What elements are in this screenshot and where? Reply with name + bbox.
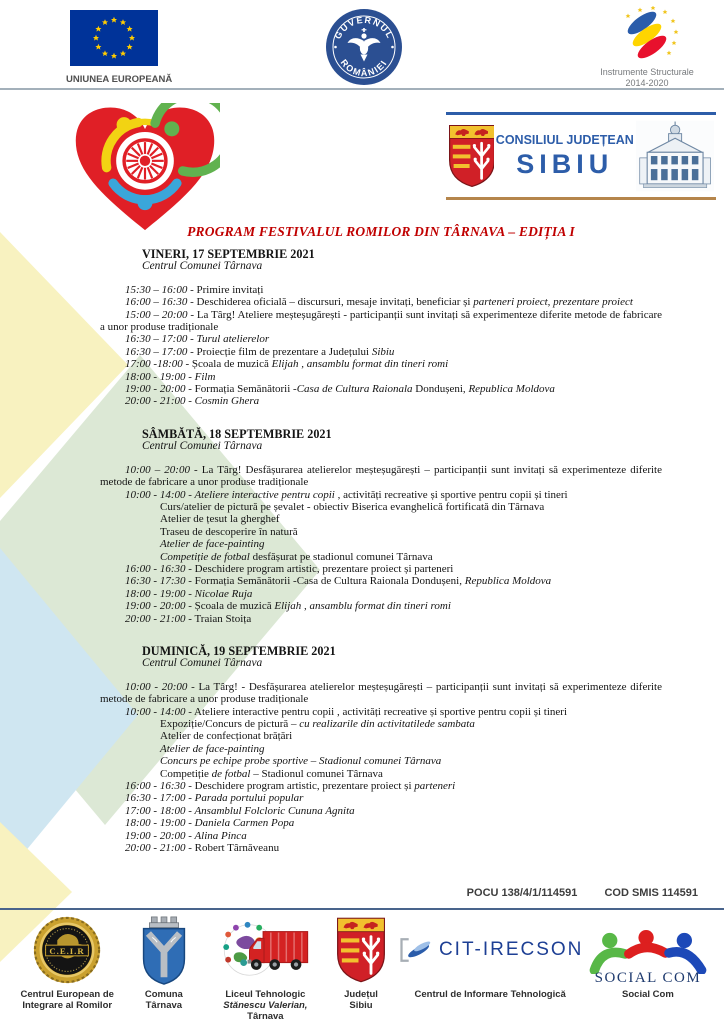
schedule-text: Competiție (160, 767, 212, 780)
ceir-medallion-text: C.E.I.R (49, 945, 85, 956)
schedule-text-italic: 19:00 - 20:00 (125, 600, 186, 613)
schedule-line (100, 681, 662, 706)
schedule-text-italic: 16:00 - 16:30 (125, 780, 186, 793)
schedule-text: - La Târg! - Desfășurarea atelierelor meșteșugărești – participanții sunt invitați să experimenteze diferite metode de fabricare a unor produse tradiționale (100, 680, 662, 706)
schedule-text-italic: parteneri proiect, prezentare proiect (473, 296, 633, 309)
partner-logos-row (0, 913, 724, 1022)
schedule-text-italic: 16:30 – 17:00 - Turul atelierelor (125, 333, 270, 346)
schedule-text-italic: 10:00 - 20:00 (125, 680, 188, 693)
partner-caption-line: Sibiu (349, 1000, 373, 1011)
schedule-line (100, 588, 662, 600)
schedule-line (160, 768, 662, 780)
schedule-text-italic: 20:00 - 21:00 (125, 842, 186, 855)
schedule-line (160, 730, 662, 742)
schedule-text: Curs/atelier de pictură pe șevalet - obiectiv Biserica evanghelică fortificată din Târnava (160, 500, 545, 513)
partner-caption-line: Centrul European de (20, 989, 114, 1000)
schedule-line (100, 600, 662, 612)
instrumente-label-line2: 2014-2020 (625, 77, 669, 88)
footer-divider (0, 908, 724, 910)
schedule-line (100, 792, 662, 804)
council-building-icon (636, 119, 714, 193)
schedule-text: - Deschiderea oficială – discursuri, mesaje invitați, beneficiar și (187, 296, 474, 309)
day-venue: Centrul Comunei Târnava (142, 657, 263, 670)
pocu-code: POCU 138/4/1/114591 (466, 887, 578, 899)
schedule-line (100, 817, 662, 829)
schedule-line (100, 706, 662, 718)
schedule-text-italic: Concurs pe echipe probe sportive – Stadionul comunei Târnava (160, 755, 442, 768)
schedule-text-italic: Competiție de fotbal (160, 550, 250, 563)
partner-cit-irecson (397, 913, 584, 1000)
schedule-line (100, 333, 662, 345)
schedule-line (100, 464, 662, 489)
day-section-friday (100, 248, 662, 408)
sibiu-county-shield-icon (336, 916, 386, 984)
schedule-text: desfășurat pe stadionul comunei Târnava (249, 550, 433, 563)
day-schedule-lines (100, 681, 662, 855)
partner-comuna-tarnava (122, 913, 205, 1011)
schedule-line (160, 551, 662, 563)
schedule-line (100, 780, 662, 792)
schedule-text-italic: Elijah , ansamblu format din tineri romi (271, 358, 449, 371)
schedule-line (100, 575, 662, 587)
schedule-line (100, 383, 662, 395)
partner-caption-line: Stănescu Valerian, (223, 1000, 308, 1011)
schedule-text-italic: 15:00 – 20:00 (125, 308, 188, 321)
schedule-text-italic: 10:00 – 20:00 (125, 463, 190, 476)
partner-caption-line: Județul (344, 989, 378, 1000)
festival-heart-logo (70, 103, 220, 241)
social-com-wordmark: SOCIAL COM (594, 970, 702, 986)
schedule-text: - Deschidere program artistic, prezentare proiect și parteneri (185, 562, 454, 575)
instrumente-structurale-icon (586, 6, 708, 62)
partner-caption-line: Târnava (145, 1000, 183, 1011)
project-codes (467, 887, 698, 899)
day-venue: Centrul Comunei Târnava (142, 440, 263, 453)
eu-label: UNIUNEA EUROPEANĂ (66, 74, 173, 85)
schedule-text: - La Târg! Desfășurarea atelierelor meșteșugărești – participanții sunt invitați să experimenteze diferite metode de fabricare a unor produse tradiționale (100, 463, 662, 489)
partner-caption-line: Comuna (144, 989, 183, 1000)
schedule-line (100, 358, 662, 370)
day-section-saturday (100, 428, 662, 625)
schedule-text-italic: parteneri (414, 780, 456, 793)
partner-ceir (12, 913, 122, 1011)
government-seal-icon (324, 7, 404, 87)
ceir-medallion-icon (32, 915, 102, 985)
schedule-text: - Proiecție film de prezentare a Județului (187, 345, 372, 358)
schedule-text-italic: Atelier de face-painting (160, 538, 265, 551)
schedule-text: - Traian Stoița (185, 612, 252, 625)
schedule-text: - Formația Semănătorii - (185, 383, 297, 396)
sibiu-coat-of-arms-icon (448, 123, 494, 189)
schedule-line (100, 346, 662, 358)
schedule-text-italic: 16:00 – 16:30 (125, 296, 188, 309)
schedule-text-italic: Sibiu (371, 345, 395, 358)
schedule-line (100, 563, 662, 575)
day-heading: VINERI, 17 SEPTEMBRIE 2021 (142, 247, 315, 261)
cit-irecson-icon (397, 934, 433, 966)
schedule-line (100, 489, 662, 501)
heart-roma-wheel-icon (70, 103, 220, 236)
schedule-line (160, 743, 662, 755)
social-com-figures-icon (588, 930, 708, 974)
schedule-text-italic: 19:00 - 20:00 - Alina Pinca (125, 829, 247, 842)
schedule-line (160, 718, 662, 730)
header-divider (0, 88, 724, 90)
gov-seal-bottom-text: ROMÂNIEI (338, 57, 390, 79)
schedule-text-italic: 16:30 - 17:00 - Parada portului popular (125, 792, 304, 805)
schedule-text: Traseu de descoperire în natură (160, 525, 298, 538)
schedule-line (100, 309, 662, 334)
government-romania-seal (324, 7, 404, 92)
eu-flag-icon (70, 10, 158, 66)
schedule-text-italic: 19:00 - 20:00 (125, 383, 186, 396)
partner-liceul-tehnologic (205, 913, 325, 1022)
schedule-text-italic: 15:30 – 16:00 (125, 283, 188, 296)
schedule-line (100, 613, 662, 625)
schedule-text-italic: 18:00 - 19:00 - Daniela Carmen Popa (125, 817, 295, 830)
day-section-sunday (100, 645, 662, 855)
schedule-text-italic: Republica Moldova (468, 383, 555, 396)
gov-seal-top-text: GUVERNUL (332, 14, 396, 41)
schedule-text: - Primire invitați (187, 283, 264, 296)
schedule-text: - Ateliere interactive pentru copii , activități recreative și sportive pentru copii și tineri (185, 705, 567, 718)
partner-social-com (584, 913, 712, 1000)
schedule-text: - Școala de muzică (185, 600, 275, 613)
council-name: SIBIU (516, 148, 614, 179)
tarnava-shield-icon (137, 914, 191, 986)
schedule-line (160, 755, 662, 767)
schedule-text-italic: de fotbal (211, 767, 251, 780)
schedule-text: Atelier de confecționat brățări (160, 730, 293, 743)
smis-code: COD SMIS 114591 (604, 887, 698, 899)
schedule-text: - Formația Semănătorii -Casa de Cultura Raionala Dondușeni, (185, 575, 465, 588)
schedule-line (100, 805, 662, 817)
schedule-text-italic: 10:00 - 14:00 - Ateliere interactive pentru copii (125, 488, 335, 501)
partner-caption-line: Liceul Tehnologic (225, 989, 306, 1000)
schedule-text-italic: 16:30 – 17:00 (125, 345, 188, 358)
schedule-text-italic: Elijah , ansamblu format din tineri romi (274, 600, 451, 613)
day-schedule-lines (100, 284, 662, 408)
schedule-text-italic: cu realizarile din activitatilede sambata (299, 718, 475, 730)
eu-flag-logo (66, 10, 173, 85)
schedule-text-italic: 17:00 -18:00 (125, 358, 183, 371)
schedule-text-italic: 20:00 - 21:00 (125, 612, 186, 625)
partner-caption-line: Integrare al Romilor (22, 1000, 113, 1011)
program-schedule (100, 248, 662, 874)
schedule-text-italic: 20:00 - 21:00 - Cosmin Ghera (125, 395, 260, 408)
schedule-text: - Deschidere program artistic, prezentare proiect și (185, 780, 415, 793)
day-venue: Centrul Comunei Târnava (142, 260, 263, 273)
schedule-text-italic: Atelier de face-painting (160, 742, 265, 755)
schedule-text-italic: 10:00 - 14:00 (125, 705, 186, 718)
schedule-text: Expoziție/Concurs de pictură – (160, 718, 300, 730)
schedule-text: – Stadionul comunei Târnava (250, 767, 383, 780)
schedule-line (100, 395, 662, 407)
schedule-text-italic: 18:00 - 19:00 - Film (125, 370, 216, 383)
schedule-line (100, 830, 662, 842)
day-heading: DUMINICĂ, 19 SEPTEMBRIE 2021 (142, 643, 336, 658)
europe-truck-icon (215, 918, 315, 982)
schedule-line (160, 526, 662, 538)
schedule-line (160, 501, 662, 513)
schedule-line (100, 842, 662, 854)
schedule-text-italic: 17:00 - 18:00 - Ansamblul Folcloric Cununa Agnita (125, 804, 355, 817)
partner-caption-line: Centrul de Informare Tehnologică (414, 989, 566, 1000)
schedule-text-italic: 16:30 - 17:30 (125, 575, 186, 588)
schedule-text-italic: 16:00 - 16:30 (125, 562, 186, 575)
schedule-line (100, 284, 662, 296)
day-schedule-lines (100, 464, 662, 625)
cit-irecson-wordmark: CIT-IRECSON (438, 939, 584, 960)
page-title: PROGRAM FESTIVALUL ROMILOR DIN TÂRNAVA – EDIȚIA I (187, 224, 575, 239)
schedule-line (160, 513, 662, 525)
day-heading: SÂMBĂTĂ, 18 SEPTEMBRIE 2021 (142, 426, 332, 441)
schedule-line (100, 296, 662, 308)
schedule-text-italic: Casa de Cultura Raionala (296, 383, 413, 396)
schedule-text: , activități recreative și sportive pentru copii și tineri (334, 488, 568, 501)
schedule-text: - Școala de muzică (182, 358, 272, 371)
schedule-text-italic: Republica Moldova (464, 575, 552, 588)
schedule-text: Dondușeni, (412, 383, 469, 396)
council-label: CONSILIUL JUDEȚEAN (495, 132, 634, 147)
schedule-text: Atelier de țesut la gherghef (160, 513, 280, 526)
partner-caption-line: Social Com (622, 989, 674, 1000)
schedule-line (160, 538, 662, 550)
schedule-line (100, 371, 662, 383)
instrumente-label-line1: Instrumente Structurale (600, 67, 694, 77)
schedule-text-italic: 18:00 - 19:00 - Nicolae Ruja (125, 587, 253, 600)
schedule-text: - Robert Târnăveanu (185, 842, 280, 855)
partner-caption-line: Târnava (247, 1011, 284, 1022)
consiliul-judetean-sibiu-logo (446, 112, 716, 200)
partner-judetul-sibiu (326, 913, 397, 1011)
schedule-text: - La Târg! Ateliere meșteșugărești - participanții sunt invitați să experimenteze diferite metode de fabricare a unor produse tradiționale (100, 308, 663, 334)
instrumente-structurale-logo (586, 6, 708, 88)
